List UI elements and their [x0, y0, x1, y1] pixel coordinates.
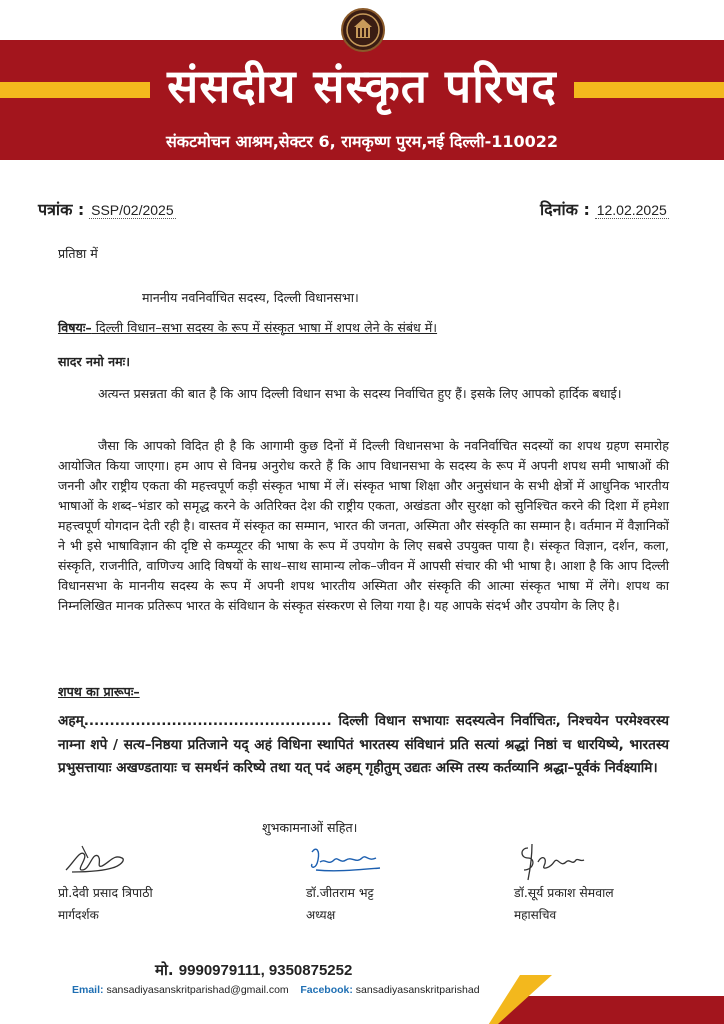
org-name: संसदीय संस्कृत परिषद	[167, 59, 557, 113]
reference-label: पत्रांक :	[38, 200, 85, 219]
recipient-intro: प्रतिष्ठा में	[58, 246, 98, 261]
facebook-label: Facebook:	[300, 984, 353, 996]
email-value: sansadiyasanskritparishad@gmail.com	[106, 984, 289, 996]
signatory-name: डॉ.सूर्य प्रकाश सेमवाल	[514, 885, 614, 900]
subject-text: दिल्ली विधान–सभा सदस्य के रूप में संस्कृत भाषा में शपथ लेने के संबंध में।	[91, 320, 438, 335]
facebook-value: sansadiyasanskritparishad	[355, 984, 480, 996]
signatory-role: महासचिव	[514, 908, 557, 922]
signature-3-icon	[514, 840, 594, 884]
phone-value: 9990979111, 9350875252	[178, 962, 353, 979]
email-label: Email:	[72, 984, 104, 996]
oath-text: अहम्................................................ दिल्ली विधान सभायाः सदस्यत्वेन निर्वाचितः, निश्चयेन परमेश्वरस्य नाम्ना शपे / सत्य–निष्ठया प्रतिजाने यद् अहं विधिना स्थापितं भारतस्य संविधानं प्रति सत्यां श्रद्धां निष्ठां च धारयिष्ये, भारतस्य प्रभुसत्तायाः अखण्डतायाः च समर्थनं करिष्ये तथा यत् पदं अहम् गृहीतुम् उद्यतः अस्मि तस्य कर्तव्यानि श्रद्धा–पूर्वकं निर्वक्ष्यामि।	[58, 713, 669, 776]
date-value: 12.02.2025	[596, 202, 667, 218]
closing: शुभकामनाओं सहित।	[262, 820, 358, 835]
signature-2-icon	[306, 840, 386, 880]
salutation: सादर नमो नमः।	[58, 354, 131, 369]
phone-label: मो.	[155, 961, 174, 979]
contact-line	[72, 984, 480, 996]
subject-line	[58, 318, 538, 338]
recipient: माननीय नवनिर्वाचित सदस्य, दिल्ली विधानसभा।	[142, 290, 359, 305]
reference-number	[38, 198, 176, 220]
date-label: दिनांक :	[540, 200, 590, 219]
signatory-name: डॉ.जीतराम भट्ट	[306, 885, 374, 900]
letter-date	[540, 198, 669, 220]
signatory-name: प्रो.देवी प्रसाद त्रिपाठी	[58, 885, 153, 900]
body-paragraph: अत्यन्त प्रसन्नता की बात है कि आप दिल्ली विधान सभा के सदस्य निर्वाचित हुए हैं। इसके लिए आपको हार्दिक बधाई।	[98, 386, 622, 401]
signatory-role: मार्गदर्शक	[58, 908, 99, 922]
footer-contact-panel	[0, 975, 520, 1024]
reference-value: SSP/02/2025	[91, 202, 174, 218]
subject-label: विषयः–	[58, 320, 92, 335]
signatory-role: अध्यक्ष	[306, 908, 336, 922]
phone-numbers	[155, 960, 352, 980]
parishad-logo-icon	[341, 8, 385, 52]
org-address: संकटमोचन आश्रम,सेक्टर 6, रामकृष्ण पुरम,नई दिल्ली-110022	[165, 132, 559, 151]
body-paragraph: जैसा कि आपको विदित ही है कि आगामी कुछ दिनों में दिल्ली विधानसभा के नवनिर्वाचित सदस्यों का शपथ ग्रहण समारोह आयोजित किया जाएगा। हम आप से विनम्र अनुरोध करते हैं कि आप विधानसभा के सदस्य के रूप में अपनी शपथ समी भाषाओं की जननी और राष्ट्रीय एकता की महत्त्वपूर्ण कड़ी संस्कृत भाषा में लें। संस्कृत भाषा शिक्षा और अनुसंधान के सभी क्षेत्रों में आधुनिक भारतीय भाषाओं के शब्द–भंडार को समृद्ध करने के अतिरिक्त देश की राष्ट्रीय एकता, अखंडता और सुरक्षा को सुनिश्चित करने की दिशा में हमेशा महत्त्वपूर्ण योगदान देती रही है। वास्तव में संस्कृत का सम्मान, भारत की जनता, अस्मिता और संस्कृति का सम्मान है। वर्तमान में वैज्ञानिकों ने भी इसे भाषाविज्ञान की दृष्टि से कम्प्यूटर की भाषा के रूप में उपयोग के लिए सबसे उपयुक्त पाया है। संस्कृत विज्ञान, दर्शन, कला, संस्कृति, राजनीति, वाणिज्य आदि विषयों के साथ–साथ सामान्य लोक–जीवन में आपसी संचार की भी भाषा है। आशा है कि आप दिल्ली विधानसभा के माननीय सदस्य के रूप में अपनी शपथ भारतीय अस्मिता और संस्कृति की आत्मा संस्कृत भाषा में लेंगे। शपथ का निम्नलिखित मानक प्रतिरूप भारत के संविधान के संस्कृत संस्करण से लिया गया है। यह आपके संदर्भ और उपयोग के लिए है।	[58, 438, 669, 613]
oath-heading: शपथ का प्रारूपः–	[58, 684, 140, 699]
signature-1-icon	[62, 840, 132, 880]
